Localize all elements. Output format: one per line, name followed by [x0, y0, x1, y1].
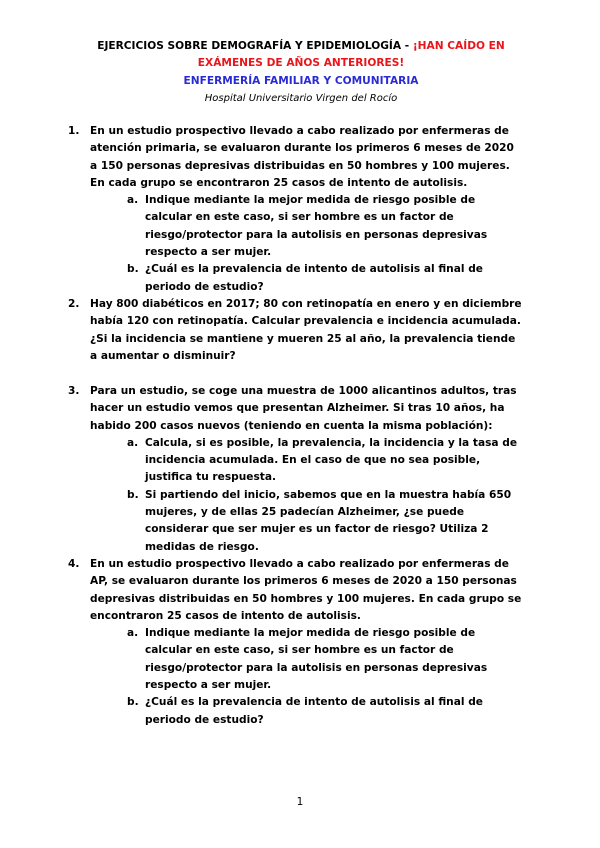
title-black: EJERCICIOS SOBRE DEMOGRAFÍA Y EPIDEMIOLOGÍA -: [97, 40, 413, 52]
sub-question-text: Indique mediante la mejor medida de riesgo posible de calcular en este caso, si ser hombre es un factor de riesgo/protector para la autolisis en personas depresivas respecto a ser mujer.: [145, 627, 488, 692]
sub-letter: a.: [127, 194, 139, 207]
sub-question-text: Si partiendo del inicio, sabemos que en la muestra había 650 mujeres, y de ellas 25 padecían Alzheimer, ¿se puede considerar que ser mujer es un factor de riesgo? Utiliza 2 medidas de riesgo.: [145, 488, 512, 553]
question-text: En un estudio prospectivo llevado a cabo realizado por enfermeras de AP, se evaluaron durante los primeros 6 meses de 2020 a 150 personas depresivas distribuidas en 50 hombres y 100 mujeres. En cada grupo se encontraron 25 casos de intento de autolisis.: [90, 558, 522, 622]
sub-question-b: [127, 487, 522, 556]
question-number: 3.: [68, 385, 80, 397]
question-4: [68, 556, 522, 729]
sub-letter: a.: [127, 627, 139, 640]
question-number: 2.: [68, 298, 80, 310]
sub-question-a: [127, 435, 522, 487]
question-text: En un estudio prospectivo llevado a cabo realizado por enfermeras de atención primaria, se evaluaron durante los primeros 6 meses de 2020 a 150 personas depresivas distribuidas en 50 hombres y 100 mujeres. En cada grupo se encontraron 25 casos de intento de autolisis.: [90, 125, 514, 189]
question-3: [68, 383, 522, 556]
title-red: ¡HAN CAÍDO EN EXÁMENES DE AÑOS ANTERIORES!: [197, 40, 505, 69]
sub-question-text: Indique mediante la mejor medida de riesgo posible de calcular en este caso, si ser hombre es un factor de riesgo/protector para la autolisis en personas depresivas respecto a ser mujer.: [145, 194, 488, 259]
sub-letter: b.: [127, 263, 139, 276]
question-text: Hay 800 diabéticos en 2017; 80 con retinopatía en enero y en diciembre había 120 con retinopatía. Calcular prevalencia e incidencia acumulada. ¿Si la incidencia se mantiene y mueren 25 al año, la prevalencia tiende a aumentar o disminuir?: [90, 298, 522, 362]
sub-question-b: [127, 694, 522, 729]
sub-question-text: Calcula, si es posible, la prevalencia, la incidencia y la tasa de incidencia acumulada. En el caso de que no sea posible, justifica tu respuesta.: [145, 436, 518, 484]
question-text: Para un estudio, se coge una muestra de 1000 alicantinos adultos, tras hacer un estudio vemos que presentan Alzheimer. Si tras 10 años, ha habido 200 casos nuevos (teniendo en cuenta la misma población):: [90, 385, 517, 432]
sub-question-text: ¿Cuál es la prevalencia de intento de autolisis al final de periodo de estudio?: [145, 263, 483, 293]
sub-letter: b.: [127, 488, 139, 501]
question-2: [68, 296, 522, 365]
page-number: 1: [296, 796, 304, 808]
document-header: [70, 38, 532, 107]
sub-letter: a.: [127, 436, 139, 449]
sub-letter: b.: [127, 696, 139, 709]
question-1: [68, 123, 522, 296]
question-number: 4.: [68, 558, 80, 570]
subtitle: ENFERMERÍA FAMILIAR Y COMUNITARIA: [183, 75, 419, 87]
sub-question-a: [127, 625, 522, 694]
sub-question-a: [127, 192, 522, 261]
sub-question-text: ¿Cuál es la prevalencia de intento de autolisis al final de periodo de estudio?: [145, 696, 483, 726]
sub-question-b: [127, 261, 522, 296]
hospital-name: Hospital Universitario Virgen del Rocío: [204, 92, 398, 104]
question-number: 1.: [68, 125, 80, 137]
